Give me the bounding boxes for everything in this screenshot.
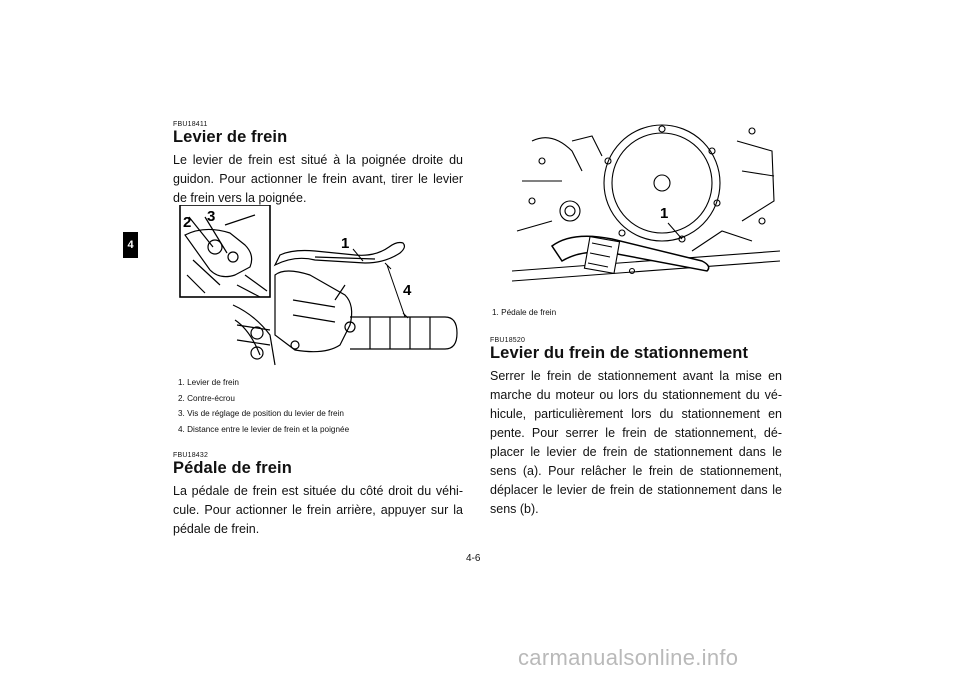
brake-pedal-figure (512, 121, 780, 296)
callout-2: 2 (183, 214, 192, 231)
caption-item: 2. Contre-écrou (178, 393, 235, 403)
callout-4: 4 (403, 282, 412, 299)
section-title: Levier de frein (173, 128, 288, 146)
callout-1: 1 (660, 205, 669, 222)
section-code: FBU18432 (173, 452, 209, 459)
brake-pedal-illustration (512, 121, 780, 291)
caption-item: 1. Pédale de frein (492, 308, 557, 317)
section-title: Levier du frein de stationnement (490, 344, 749, 362)
watermark: carmanualsonline.info (518, 645, 739, 670)
figure1-caption-list (178, 375, 349, 437)
caption-item: 3. Vis de réglage de position du levier de frein (178, 409, 344, 418)
section-body: La pédale de frein est située du côté droit du véhi-cule. Pour actionner le frein arrière, appuyer sur la pédale de frein. (173, 484, 463, 536)
caption-item: 4. Distance entre le levier de frein et la poignée (178, 424, 350, 434)
section-code: FBU18411 (173, 121, 208, 128)
brake-lever-figure (175, 205, 465, 375)
caption-item: 1. Levier de frein (178, 378, 239, 387)
section-parking-brake (490, 337, 782, 519)
section-code: FBU18520 (490, 337, 526, 344)
chapter-tab: 4 (123, 232, 138, 258)
section-brake-pedal (173, 452, 463, 539)
callout-3: 3 (207, 208, 216, 225)
callout-1: 1 (341, 235, 350, 252)
section-brake-lever (173, 121, 463, 208)
section-body: Le levier de frein est situé à la poignée droite du guidon. Pour actionner le frein avant, tirer le levier de frein vers la poignée. (173, 153, 463, 205)
section-title: Pédale de frein (173, 459, 292, 477)
brake-lever-illustration (175, 205, 465, 370)
figure2-caption-list (492, 305, 556, 321)
section-body: Serrer le frein de stationnement avant la mise en marche du moteur ou lors du stationnement du vé-hicule, particulièrement lors du stationnement en pente. Pour serrer le frein de stationnement, dé-placer le levier de frein de stationnement dans le sens (a). Pour relâcher le frein de stationnement, déplacer le levier de frein de stationnement dans le sens (b). (490, 369, 782, 516)
page-number: 4-6 (466, 553, 481, 564)
